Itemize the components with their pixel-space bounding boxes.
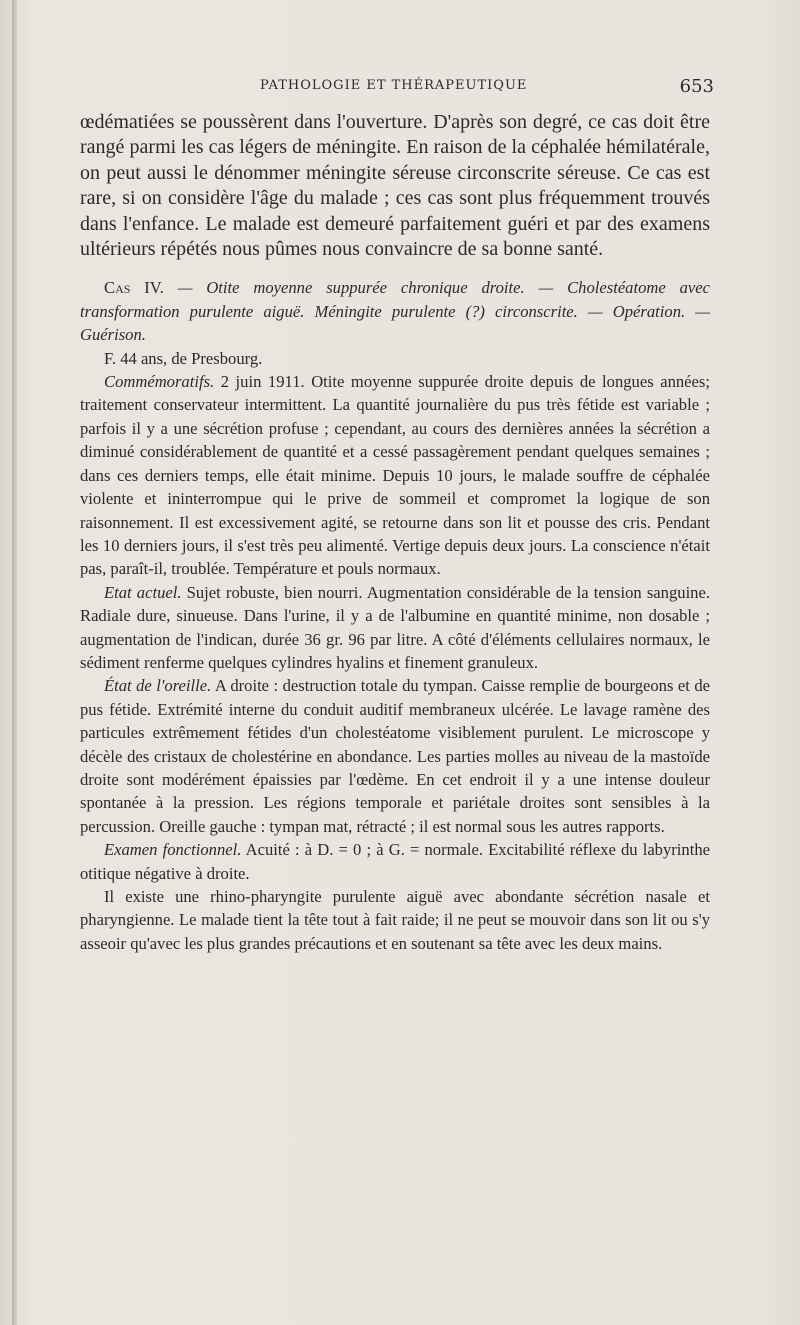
commemoratifs-label: Commémoratifs.	[104, 372, 215, 392]
etat-actuel-label: Etat actuel.	[104, 582, 182, 602]
examen-paragraph	[80, 838, 710, 885]
case-title	[80, 276, 710, 346]
etat-actuel-text: Sujet robuste, bien nourri. Augmentation considérable de la tension sanguine. Radiale dure, sinueuse. Dans l'urine, il y a de l'albumine en quantité minime, non dosable ; augmentation de l'indican, durée 36 gr. 96 par litre. A côté d'éléments cellulaires normaux, le sédiment renferme quelques cylindres hyalins et finement granuleux.	[80, 582, 710, 672]
page-number: 653	[679, 76, 714, 97]
page-gutter	[12, 0, 17, 1325]
case-title-text: — Otite moyenne suppurée chronique droite. — Cholestéatome avec transformation purulente aiguë. Méningite purulente (?) circonscrite. — Opération. — Guérison.	[80, 278, 711, 345]
page-body	[80, 110, 710, 955]
etat-oreille-label: État de l'oreille.	[104, 676, 212, 696]
etat-actuel-paragraph	[80, 581, 710, 675]
page-header	[80, 76, 720, 100]
patient-line: F. 44 ans, de Presbourg.	[104, 348, 263, 368]
commemoratifs-text: 2 juin 1911. Otite moyenne suppurée droite depuis de longues années; traitement conservateur intermittent. La quantité journalière du pus très fétide est variable ; parfois il y a une sécrétion profuse ; cependant, au cours des dernières années la sécrétion a diminué considérablement de quantité et a cessé passagèrement pendant quelques semaines ; dans ces derniers temps, elle était minime. Depuis 10 jours, le malade souffre de céphalée violente et ininterrompue qui le prive de sommeil et compromet la logique de son raisonnement. Il est excessivement agité, se retourne dans son lit et pousse des cris. Pendant les 10 derniers jours, il s'est très peu alimenté. Vertige depuis deux jours. La conscience n'était pas, paraît-il, troublée. Température et pouls normaux.	[80, 372, 710, 579]
examen-text: Acuité : à D. = 0 ; à G. = normale. Excitabilité réflexe du labyrinthe otitique négative à droite.	[80, 840, 710, 883]
etat-oreille-text: A droite : destruction totale du tympan. Caisse remplie de bourgeons et de pus fétide. Extrémité interne du conduit auditif membraneux ulcérée. Le lavage ramène des particules extrêmement fétides d'un cholestéatome visiblement purulent. Le microscope y décèle des cristaux de cholestérine en abondance. Les parties molles au niveau de la mastoïde droite sont modérément épaissies par l'œdème. En cet endroit il y a une intense douleur spontanée à la pression. Les régions temporale et pariétale droites sont sensibles à la percussion. Oreille gauche : tympan mat, rétracté ; il est normal sous les autres rapports.	[80, 676, 711, 836]
examen-label: Examen fonctionnel.	[104, 840, 242, 860]
case-label: Cas IV.	[104, 278, 164, 298]
intro-paragraph: œdématiées se poussèrent dans l'ouverture. D'après son degré, ce cas doit être rangé parmi les cas légers de méningite. En raison de la céphalée hémilatérale, on peut aussi le dénommer méningite séreuse circonscrite séreuse. Ce cas est rare, si on considère l'âge du malade ; ces cas sont plus fréquemment trouvés dans l'enfance. Le malade est demeuré parfaitement guéri et par des examens ultérieurs répétés nous pûmes nous convaincre de sa bonne santé.	[80, 111, 710, 261]
commemoratifs-paragraph	[80, 370, 710, 581]
running-head: PATHOLOGIE ET THÉRAPEUTIQUE	[260, 78, 528, 93]
etat-oreille-paragraph	[80, 674, 710, 838]
rhino-paragraph: Il existe une rhino-pharyngite purulente aiguë avec abondante sécrétion nasale et pharyngienne. Le malade tient la tête tout à fait raide; il ne peut se mouvoir dans son lit ou s'y asseoir qu'avec les plus grandes précautions et en soutenant sa tête avec les deux mains.	[80, 887, 710, 953]
